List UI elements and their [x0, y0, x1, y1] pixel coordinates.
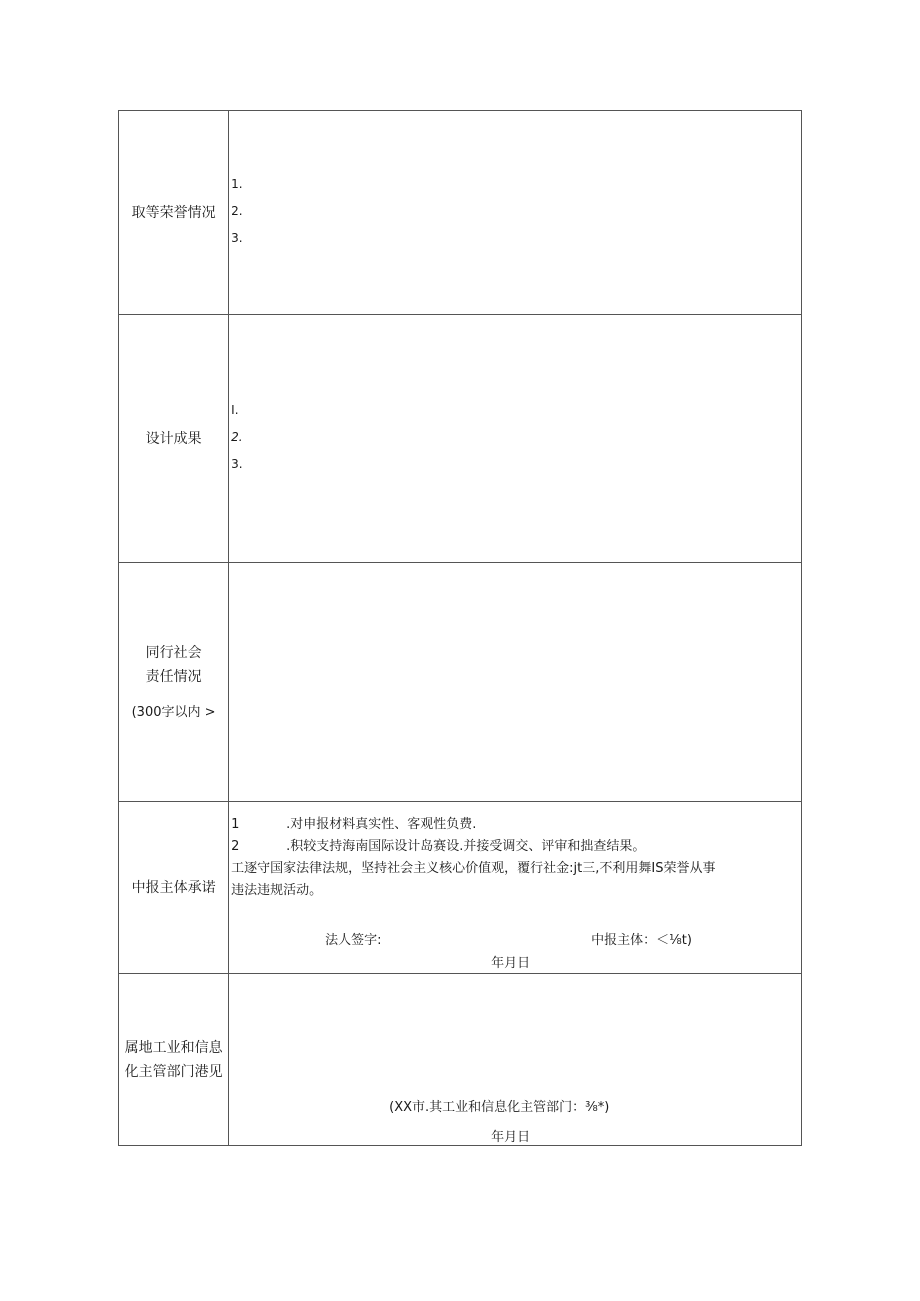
honors-row [119, 111, 802, 315]
promise-line-2-num: 2 [231, 839, 240, 854]
promise-line-2-text: .积较支持海南国际设计岛赛设.并接受调交、评审和拙查结果。 [286, 839, 646, 854]
design-item-2: 2. [231, 430, 243, 444]
honors-label: 取等荣誉情况 [131, 204, 216, 221]
department-seal-label: (XX市.其工业和信息化主管部门：⅜*) [389, 1100, 610, 1115]
promise-date: 年月日 [491, 956, 531, 971]
promise-label-cell [119, 802, 229, 974]
social-content-cell [229, 563, 802, 802]
promise-line-1 [231, 814, 797, 836]
social-label-line1: 同行社会 [145, 645, 202, 661]
applicant-seal-label: 中报主体：＜⅛t) [591, 933, 692, 948]
opinion-row [119, 974, 802, 1146]
social-label-line2: 责任情况 [145, 669, 202, 685]
design-content-cell [229, 315, 802, 563]
promise-line-2 [231, 836, 797, 858]
design-item-1: I. [231, 403, 239, 417]
honors-item-2: 2. [231, 204, 243, 218]
promise-line-1-text: .对申报材料真实性、客观性负费. [286, 817, 477, 832]
promise-line-1-num: 1 [231, 817, 240, 832]
promise-label: 中报主体承诺 [131, 879, 216, 896]
honors-label-cell [119, 111, 229, 315]
promise-text [231, 814, 797, 902]
honors-item-1: 1. [231, 177, 243, 191]
opinion-label-cell [119, 974, 229, 1146]
promise-line-4: 违法违规活动。 [231, 883, 323, 898]
promise-row [119, 802, 802, 974]
promise-content-cell [229, 802, 802, 974]
opinion-date: 年月日 [491, 1130, 531, 1145]
design-list [231, 397, 242, 478]
honors-content-cell [229, 111, 802, 315]
opinion-label-line2: 化主管部门港见 [124, 1063, 223, 1080]
honors-item-3: 3. [231, 231, 243, 245]
opinion-content-cell [229, 974, 802, 1146]
promise-line-3: 工逐守国家法律法规，坚持社会主义核心价值观，覆行社金:jt三,不利用舞IS荣誉从事 [231, 861, 716, 876]
signature-row [229, 929, 801, 949]
opinion-label-line1: 属地工业和信息 [124, 1039, 223, 1056]
design-label-cell [119, 315, 229, 563]
design-row [119, 315, 802, 563]
design-label: 设计成果 [145, 430, 202, 447]
social-label-cell [119, 563, 229, 802]
honors-list [231, 171, 242, 252]
social-label-note: (300字以内 > [131, 705, 216, 720]
design-item-3: 3. [231, 457, 243, 471]
legal-person-signature-label: 法人签字: [325, 933, 382, 948]
application-form-table [118, 110, 802, 1146]
social-row [119, 563, 802, 802]
